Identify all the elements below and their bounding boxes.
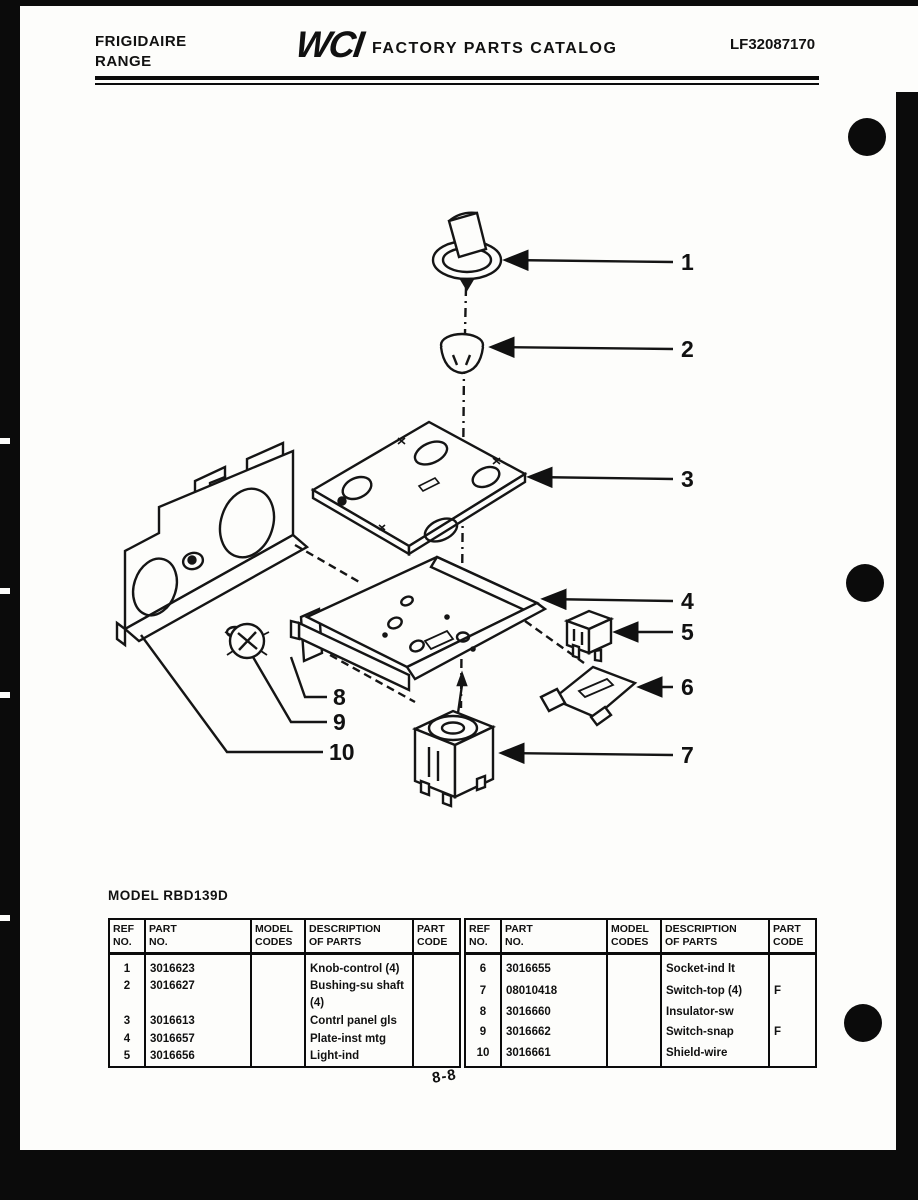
page-number: 8-8 (430, 1066, 458, 1087)
parts-table-right (464, 918, 817, 1068)
scan-notch (0, 915, 10, 921)
table-filler-row (465, 1066, 816, 1067)
part-shield-bracket (117, 443, 307, 645)
callout-number-10: 10 (329, 739, 355, 765)
header-rule (95, 76, 819, 85)
col-header-code: PART CODE (413, 919, 460, 953)
callout-number-5: 5 (681, 619, 694, 645)
col-header-desc: DESCRIPTION OF PARTS (305, 919, 413, 953)
part-bushing (441, 334, 483, 373)
part-insulator (541, 667, 635, 725)
scan-edge-left (0, 0, 20, 1200)
scan-edge-bottom (0, 1150, 918, 1200)
model-label: MODEL RBD139D (108, 888, 229, 903)
callout-number-3: 3 (681, 466, 694, 492)
catalog-title: FACTORY PARTS CATALOG (372, 40, 618, 57)
exploded-parts-diagram (95, 205, 755, 865)
table-row: 6 3016655 Socket-ind lt (465, 953, 816, 983)
scan-edge-right (896, 92, 918, 1200)
doc-number: LF32087170 (730, 36, 816, 53)
table-row: 10 3016661 Shield-wire (465, 1045, 816, 1066)
punch-hole-icon (846, 564, 884, 602)
part-plate-inst-mtg (291, 557, 545, 690)
table-row: 4 3016657 Plate-inst mtg (109, 1031, 460, 1049)
table-row: 2 3016627 Bushing-su shaft (4) (109, 978, 460, 1013)
col-header-ref: REF NO. (465, 919, 501, 953)
callout-line-8 (291, 657, 327, 697)
table-row: 1 3016623 Knob-control (4) (109, 953, 460, 978)
callout-line-9 (253, 657, 327, 722)
punch-hole-icon (844, 1004, 882, 1042)
col-header-part: PART NO. (145, 919, 251, 953)
table-row: 8 3016660 Insulator-sw (465, 1004, 816, 1025)
scan-notch (0, 588, 10, 594)
part-control-panel-glass (313, 422, 525, 554)
scan-notch (0, 692, 10, 698)
parts-table-left (108, 918, 461, 1068)
callout-number-4: 4 (681, 588, 694, 614)
punch-hole-icon (848, 118, 886, 156)
col-header-codes: MODEL CODES (251, 919, 305, 953)
part-switch-top (415, 674, 493, 806)
callout-number-1: 1 (681, 249, 694, 275)
table-row: 3 3016613 Contrl panel gls (109, 1013, 460, 1031)
callout-number-7: 7 (681, 742, 694, 768)
callout-number-8: 8 (333, 684, 346, 710)
callout-line-4 (545, 599, 673, 601)
col-header-codes: MODEL CODES (607, 919, 661, 953)
axis-line (461, 365, 464, 708)
wci-logo: WCI (293, 24, 365, 65)
scan-edge-top (0, 0, 918, 6)
callout-number-6: 6 (681, 674, 694, 700)
construction-line (295, 545, 361, 583)
parts-table (108, 918, 814, 1068)
part-knob-control (433, 213, 501, 289)
part-switch-snap (567, 611, 611, 661)
callout-line-3 (531, 477, 673, 479)
table-row: 7 08010418 Switch-top (4) F (465, 983, 816, 1004)
callout-number-9: 9 (333, 709, 346, 735)
col-header-ref: REF NO. (109, 919, 145, 953)
callout-line-7 (503, 753, 673, 755)
callout-line-2 (493, 347, 673, 349)
brand-line2: RANGE (95, 52, 152, 70)
table-row: 9 3016662 Switch-snap F (465, 1024, 816, 1045)
brand-block (95, 32, 187, 71)
col-header-desc: DESCRIPTION OF PARTS (661, 919, 769, 953)
table-row: 5 3016656 Light-ind (109, 1048, 460, 1066)
col-header-part: PART NO. (501, 919, 607, 953)
part-light-socket (225, 624, 269, 658)
callout-number-2: 2 (681, 336, 694, 362)
scan-notch (0, 438, 10, 444)
callout-line-1 (507, 260, 673, 262)
table-filler-row (109, 1066, 460, 1067)
col-header-code: PART CODE (769, 919, 816, 953)
brand-line1: FRIGIDAIRE (95, 33, 187, 50)
diagram-svg (95, 205, 755, 865)
axis-line (465, 287, 466, 333)
